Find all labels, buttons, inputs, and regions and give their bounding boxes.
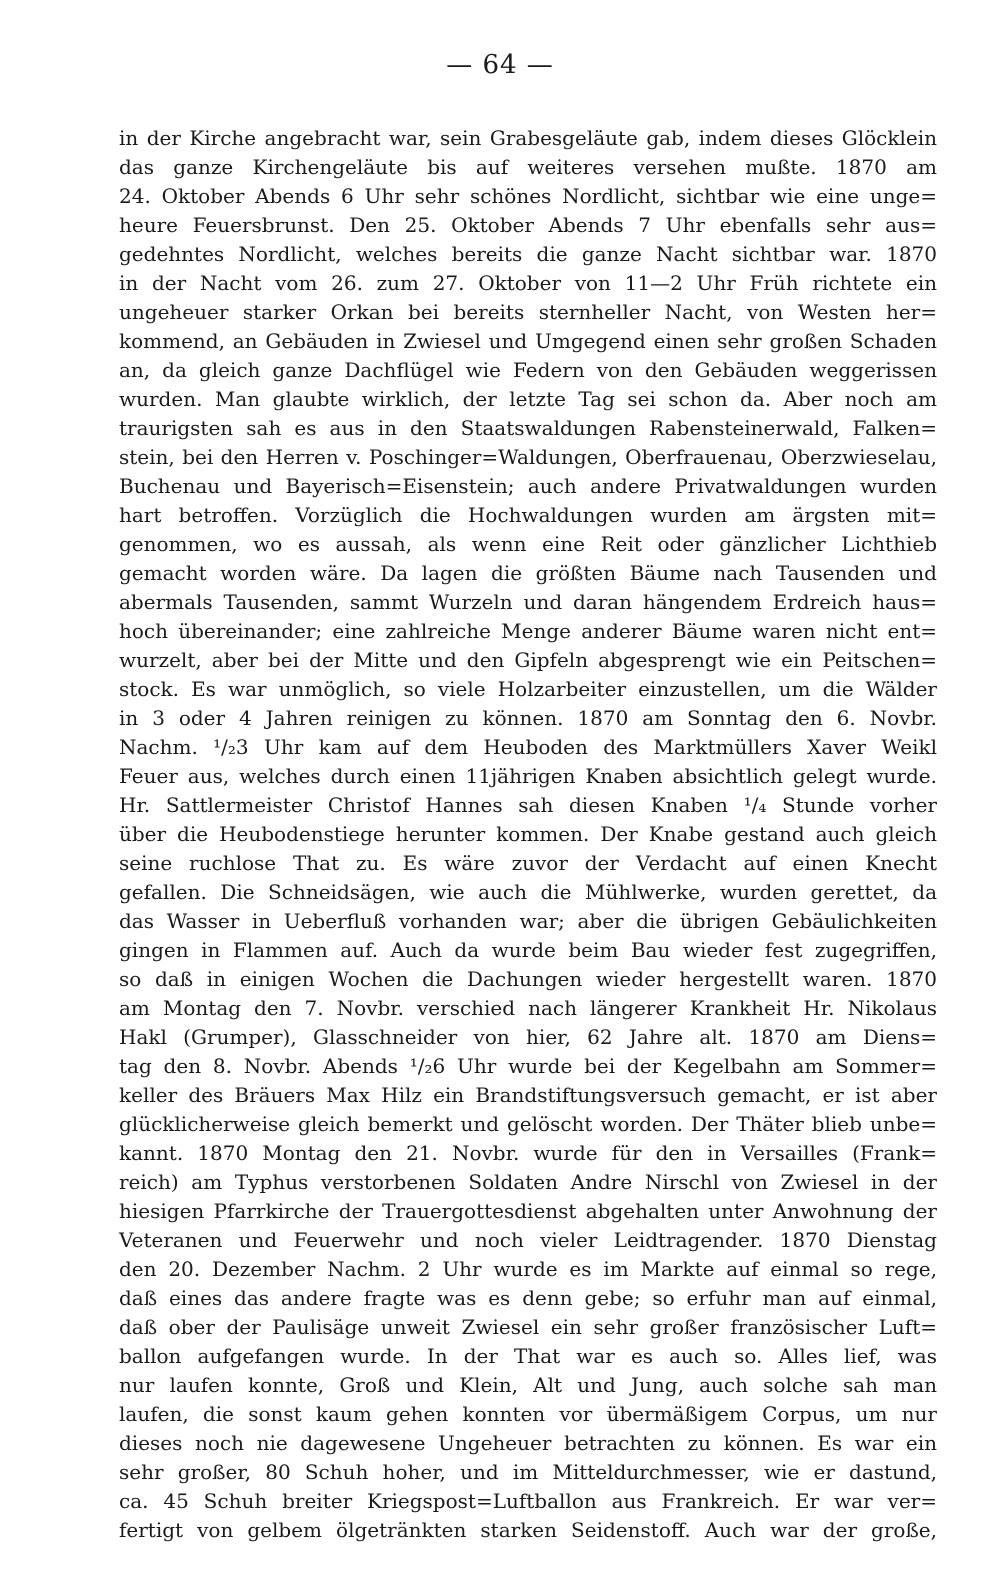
text-line: hoch übereinander; eine zahlreiche Menge anderer Bäume waren nicht ent= (119, 619, 937, 643)
text-line: fertigt von gelbem ölgetränkten starken Seidenstoff. Auch war der große, (119, 1518, 937, 1542)
text-line: abermals Tausenden, sammt Wurzeln und daran hängendem Erdreich haus= (119, 590, 937, 614)
body-text (119, 124, 937, 1545)
text-line: so daß in einigen Wochen die Dachungen wieder hergestellt waren. 1870 (119, 967, 937, 991)
text-line: laufen, die sonst kaum gehen konnten vor übermäßigem Corpus, um nur (119, 1402, 937, 1426)
text-line: genommen, wo es aussah, als wenn eine Reit oder gänzlicher Lichthieb (119, 532, 937, 556)
text-line: am Montag den 7. Novbr. verschied nach längerer Krankheit Hr. Nikolaus (119, 996, 937, 1020)
text-line: in der Kirche angebracht war, sein Grabesgeläute gab, indem dieses Glöcklein (119, 126, 937, 150)
text-line: daß ober der Paulisäge unweit Zwiesel ein sehr großer französischer Luft= (119, 1315, 937, 1339)
text-line: gingen in Flammen auf. Auch da wurde beim Bau wieder fest zugegriffen, (119, 938, 937, 962)
text-line: nur laufen konnte, Groß und Klein, Alt und Jung, auch solche sah man (119, 1373, 937, 1397)
text-line: wurzelt, aber bei der Mitte und den Gipfeln abgesprengt wie ein Peitschen= (119, 648, 937, 672)
text-line: dieses noch nie dagewesene Ungeheuer betrachten zu können. Es war ein (119, 1431, 937, 1455)
text-line: Feuer aus, welches durch einen 11jährigen Knaben absichtlich gelegt wurde. (119, 764, 937, 788)
text-line: in 3 oder 4 Jahren reinigen zu können. 1870 am Sonntag den 6. Novbr. (119, 706, 937, 730)
text-line: stock. Es war unmöglich, so viele Holzarbeiter einzustellen, um die Wälder (119, 677, 937, 701)
text-line: gedehntes Nordlicht, welches bereits die ganze Nacht sichtbar war. 1870 (119, 242, 937, 266)
text-line: in der Nacht vom 26. zum 27. Oktober von 11—2 Uhr Früh richtete ein (119, 271, 937, 295)
text-line: wurden. Man glaubte wirklich, der letzte Tag sei schon da. Aber noch am (119, 387, 937, 411)
text-line: über die Heubodenstiege herunter kommen. Der Knabe gestand auch gleich (119, 822, 937, 846)
text-line: Buchenau und Bayerisch=Eisenstein; auch andere Privatwaldungen wurden (119, 474, 937, 498)
text-line: den 20. Dezember Nachm. 2 Uhr wurde es im Markte auf einmal so rege, (119, 1257, 937, 1281)
text-line: kannt. 1870 Montag den 21. Novbr. wurde für den in Versailles (Frank= (119, 1141, 937, 1165)
text-line: ballon aufgefangen wurde. In der That war es auch so. Alles lief, was (119, 1344, 937, 1368)
text-line: an, da gleich ganze Dachflügel wie Federn von den Gebäuden weggerissen (119, 358, 937, 382)
text-line: gemacht worden wäre. Da lagen die größten Bäume nach Tausenden und (119, 561, 937, 585)
text-line: glücklicherweise gleich bemerkt und gelöscht worden. Der Thäter blieb unbe= (119, 1112, 937, 1136)
text-line: Nachm. ¹/₂3 Uhr kam auf dem Heuboden des Marktmüllers Xaver Weikl (119, 735, 937, 759)
text-line: hart betroffen. Vorzüglich die Hochwaldungen wurden am ärgsten mit= (119, 503, 937, 527)
text-line: das ganze Kirchengeläute bis auf weiteres versehen mußte. 1870 am (119, 155, 937, 179)
text-line: reich) am Typhus verstorbenen Soldaten Andre Nirschl von Zwiesel in der (119, 1170, 937, 1194)
text-line: gefallen. Die Schneidsägen, wie auch die Mühlwerke, wurden gerettet, da (119, 880, 937, 904)
text-line: heure Feuersbrunst. Den 25. Oktober Abends 7 Uhr ebenfalls sehr aus= (119, 213, 937, 237)
text-line: ca. 45 Schuh breiter Kriegspost=Luftballon aus Frankreich. Er war ver= (119, 1489, 937, 1513)
text-line: daß eines das andere fragte was es denn gebe; so erfuhr man auf einmal, (119, 1286, 937, 1310)
page-number: — 64 — (446, 50, 554, 80)
text-line: hiesigen Pfarrkirche der Trauergottesdienst abgehalten unter Anwohnung der (119, 1199, 937, 1223)
text-line: das Wasser in Ueberfluß vorhanden war; aber die übrigen Gebäulichkeiten (119, 909, 937, 933)
text-line: traurigsten sah es aus in den Staatswaldungen Rabensteinerwald, Falken= (119, 416, 937, 440)
text-line: kommend, an Gebäuden in Zwiesel und Umgegend einen sehr großen Schaden (119, 329, 937, 353)
text-line: Hr. Sattlermeister Christof Hannes sah diesen Knaben ¹/₄ Stunde vorher (119, 793, 937, 817)
text-line: ungeheuer starker Orkan bei bereits sternheller Nacht, von Westen her= (119, 300, 937, 324)
text-line: tag den 8. Novbr. Abends ¹/₂6 Uhr wurde bei der Kegelbahn am Sommer= (119, 1054, 937, 1078)
text-line: Hakl (Grumper), Glasschneider von hier, 62 Jahre alt. 1870 am Diens= (119, 1025, 937, 1049)
text-line: keller des Bräuers Max Hilz ein Brandstiftungsversuch gemacht, er ist aber (119, 1083, 937, 1107)
text-line: seine ruchlose That zu. Es wäre zuvor der Verdacht auf einen Knecht (119, 851, 937, 875)
text-line: sehr großer, 80 Schuh hoher, und im Mitteldurchmesser, wie er dastund, (119, 1460, 937, 1484)
text-line: 24. Oktober Abends 6 Uhr sehr schönes Nordlicht, sichtbar wie eine unge= (119, 184, 937, 208)
text-line: Veteranen und Feuerwehr und noch vieler Leidtragender. 1870 Dienstag (119, 1228, 937, 1252)
text-line: stein, bei den Herren v. Poschinger=Waldungen, Oberfrauenau, Oberzwieselau, (119, 445, 937, 469)
